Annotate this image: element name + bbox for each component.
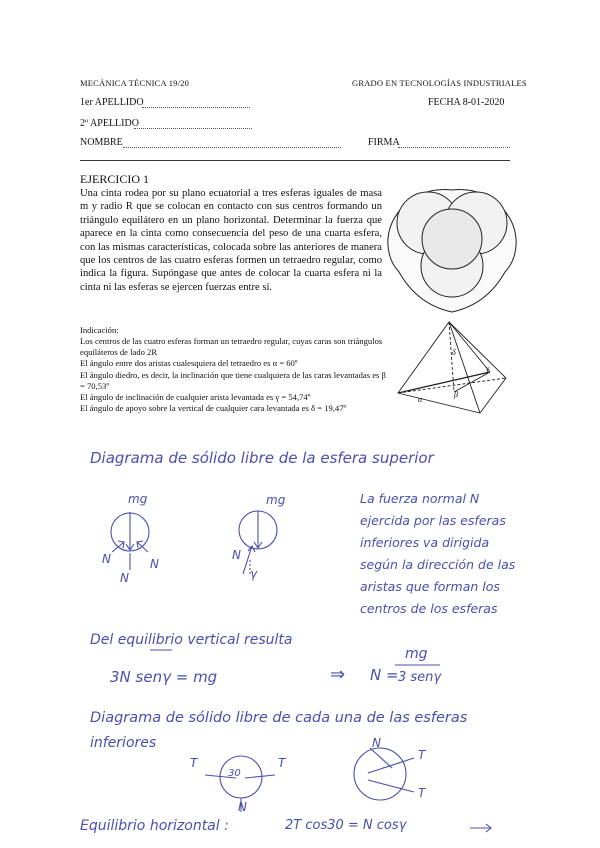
hw-title-upper: Diagrama de sólido libre de la esfera superior <box>90 449 434 467</box>
apellido2-label: 2º APELLIDO <box>80 118 139 129</box>
hw-n-equals: N = <box>370 666 399 684</box>
indication-item: El ángulo de apoyo sobre la vertical de cualquier cara levantada es δ = 19,47º <box>80 403 347 414</box>
indication-title: Indicación: <box>80 325 119 335</box>
indication-item: El ángulo diedro, es decir, la inclinación que tiene cualquiera de las caras levantadas es β = 70,53º <box>80 369 386 391</box>
course-title: MECÁNICA TÉCNICA 19/20 <box>80 78 190 88</box>
beta-angle-label: β <box>454 390 458 399</box>
indication-item: El ángulo entre dos aristas cualesquiera del tetraedro es α = 60º <box>80 358 298 369</box>
exercise-title: EJERCICIO 1 <box>80 172 149 186</box>
hw-equation-2: 2T cos30 = N cosγ <box>285 818 407 833</box>
date-label: FECHA 8-01-2020 <box>428 97 505 108</box>
hw-implies-arrow: ⇒ <box>330 664 346 685</box>
gamma-angle-label: γ <box>486 364 490 373</box>
signature-label: FIRMA <box>368 137 400 148</box>
hw-n-lower: N <box>238 800 247 814</box>
hw-note-line: La fuerza normal N <box>360 491 480 506</box>
hw-title-lower-2: inferiores <box>90 735 157 751</box>
spheres-figure <box>388 190 516 312</box>
hw-t-r2: T <box>418 786 426 800</box>
hw-t-left: T <box>190 756 198 770</box>
hw-note-line: centros de los esferas <box>360 601 498 616</box>
hw-n-right: N <box>150 557 159 571</box>
hw-t-right: T <box>278 756 286 770</box>
hw-n-left: N <box>102 552 111 566</box>
lower-sphere-sketch-2 <box>354 748 406 800</box>
indication-item: Los centros de las cuatro esferas forman un tetraedro regular, cuyas caras son triángulos equiláteros de lado 2R <box>80 336 383 358</box>
hw-n-top: N <box>372 736 381 750</box>
hw-horizontal-title: Equilibrio horizontal : <box>80 818 229 834</box>
hw-title-lower: Diagrama de sólido libre de cada una de las esferas <box>90 710 468 726</box>
hw-gamma: γ <box>250 567 258 581</box>
degree-title: GRADO EN TECNOLOGÍAS INDUSTRIALES <box>352 78 527 88</box>
hw-note-line: inferiores va dirigida <box>360 535 490 550</box>
name-label: NOMBRE <box>80 137 123 148</box>
hw-note <box>360 488 515 620</box>
hw-fraction-num: mg <box>405 646 428 662</box>
exercise-statement: Una cinta rodea por su plano ecuatorial a tres esferas iguales de masa m y radio R que se colocan en contacto con sus centros formando un triángulo equilátero en un plano horizontal. Determinar la fuerza que aparece en la cinta como consecuencia del peso de una cuarta esfera, con las mismas características, colocada sobre las anteriores de manera que los centros de las cuatro esferas formen un tetraedro regular, como indica la figura. Supóngase que antes de colocar la cuarta esfera ni la cinta ni las esferas se ejercen fuerzas entre sí. <box>80 188 382 293</box>
hw-equilibrium-title: Del equilibrio vertical resulta <box>90 632 293 648</box>
hw-n-bottom: N <box>120 571 129 585</box>
hw-mg-1: mg <box>128 492 148 506</box>
hw-fraction-den: 3 senγ <box>398 670 442 685</box>
hw-note-line: ejercida por las esferas <box>360 513 506 528</box>
hw-t-r1: T <box>418 748 426 762</box>
hw-angle-30: 30 <box>228 768 241 779</box>
delta-angle-label: δ <box>452 348 456 357</box>
alpha-angle-label: α <box>418 395 423 404</box>
hw-n-side: N <box>232 548 241 562</box>
apellido1-label: 1er APELLIDO <box>80 97 144 108</box>
hw-equation-1: 3N senγ = mg <box>110 668 218 686</box>
tetrahedron-figure <box>398 322 506 413</box>
hw-mg-2: mg <box>266 493 286 507</box>
hw-note-line: según la dirección de las <box>360 557 516 572</box>
hw-note-line: aristas que forman los <box>360 579 500 594</box>
indication-item: El ángulo de inclinación de cualquier arista levantada es γ = 54,74º <box>80 392 311 403</box>
